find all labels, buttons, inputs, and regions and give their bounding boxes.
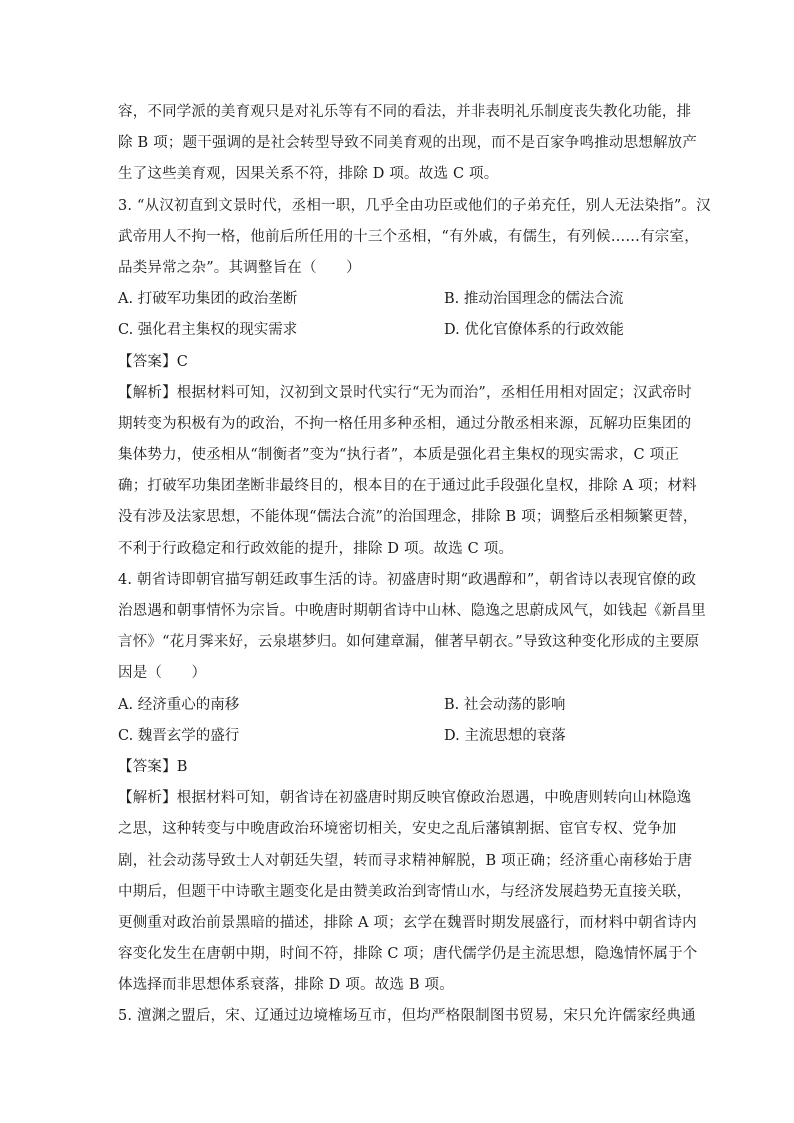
analysis-line: 之思，这种转变与中晚唐政治环境密切相关，安史之乱后藩镇割据、宦官专权、党争加 bbox=[118, 821, 677, 838]
option-d: D. 优化官僚体系的行政效能 bbox=[444, 322, 624, 339]
option-d: D. 主流思想的衰落 bbox=[444, 727, 566, 744]
option-c: C. 强化君主集权的现实需求 bbox=[118, 322, 298, 339]
analysis-line: 【解析】根据材料可知，汉初到文景时代实行“无为而治”，丞相任用相对固定；汉武帝时 bbox=[118, 384, 692, 401]
text-line: 容，不同学派的美育观只是对礼乐等有不同的看法，并非表明礼乐制度丧失教化功能，排 bbox=[118, 104, 692, 120]
options-row bbox=[118, 721, 678, 752]
answer-line: 【答案】C bbox=[118, 353, 189, 370]
previous-explanation bbox=[118, 97, 698, 191]
option-b: B. 推动治国理念的儒法合流 bbox=[444, 291, 624, 308]
question-stem-line: 4. 朝省诗即朝官描写朝廷政事生活的诗。初盛唐时期“政遇醇和”，朝省诗以表现官僚的政 bbox=[118, 571, 697, 588]
question-stem-line: 治恩遇和朝事情怀为宗旨。中晚唐时期朝省诗中山林、隐逸之思蔚成风气，如钱起《新昌里 bbox=[118, 603, 706, 619]
text-line: 除 B 项；题干强调的是社会转型导致不同美育观的出现，而不是百家争鸣推动思想解放产 bbox=[118, 135, 698, 152]
options-row bbox=[118, 315, 678, 346]
analysis-line: 不利于行政稳定和行政效能的提升，排除 D 项。故选 C 项。 bbox=[118, 540, 514, 557]
document-page bbox=[118, 97, 711, 1033]
analysis-line: 确；打破军功集团垄断非最终目的，根本目的在于通过此手段强化皇权，排除 A 项；材料 bbox=[118, 478, 697, 495]
analysis-line: 中期后，但题干中诗歌主题变化是由赞美政治到寄情山水，与经济发展趋势无直接关联， bbox=[118, 883, 692, 900]
question-stem-line: 3. “从汉初直到文景时代，丞相一职，几乎全由功臣或他们的子弟充任，别人无法染指”。汉 bbox=[118, 197, 711, 214]
analysis-line: 集体势力，使丞相从“制衡者”变为“执行者”，本质是强化君主集权的现实需求，C 项正 bbox=[118, 447, 680, 464]
question-3 bbox=[118, 191, 711, 565]
question-stem-line: 武帝用人不拘一格，他前后所任用的十三个丞相，“有外戚，有儒生，有列候……有宗室， bbox=[118, 228, 699, 245]
text-line: 生了这些美育观，因果关系不符，排除 D 项。故选 C 项。 bbox=[118, 166, 499, 183]
options-row bbox=[118, 284, 678, 315]
analysis-line: 容变化发生在唐朝中期，时间不符，排除 C 项；唐代儒学仍是主流思想，隐逸情怀属于个 bbox=[118, 946, 698, 963]
question-5 bbox=[118, 1001, 696, 1032]
option-a: A. 打破军功集团的政治垄断 bbox=[118, 291, 298, 308]
question-4 bbox=[118, 565, 706, 1002]
option-b: B. 社会动荡的影响 bbox=[444, 696, 566, 713]
option-a: A. 经济重心的南移 bbox=[118, 696, 240, 713]
analysis-line: 期转变为积极有为的政治，不拘一格任用多种丞相，通过分散丞相来源，瓦解功臣集团的 bbox=[118, 415, 692, 432]
options-row bbox=[118, 690, 678, 721]
analysis-line: 更侧重对政治前景黑暗的描述，排除 A 项；玄学在魏晋时期发展盛行，而材料中朝省诗内 bbox=[118, 914, 697, 931]
question-stem-line: 因是（ ） bbox=[118, 665, 207, 682]
analysis-line: 剧，社会动荡导致士人对朝廷失望，转而寻求精神解脱，B 项正确；经济重心南移始于唐 bbox=[118, 852, 693, 869]
question-stem-line: 品类异常之杂”。其调整旨在（ ） bbox=[118, 259, 361, 276]
answer-line: 【答案】B bbox=[118, 758, 188, 775]
option-c: C. 魏晋玄学的盛行 bbox=[118, 727, 240, 744]
question-stem-line: 5. 澶渊之盟后，宋、辽通过边境榷场互市，但均严格限制图书贸易，宋只允许儒家经典通 bbox=[118, 1008, 696, 1025]
analysis-line: 【解析】根据材料可知，朝省诗在初盛唐时期反映官僚政治恩遇，中晚唐则转向山林隐逸 bbox=[118, 790, 692, 807]
analysis-line: 体选择而非思想体系衰落，排除 D 项。故选 B 项。 bbox=[118, 977, 454, 994]
question-stem-line: 言怀》“花月霁来好，云泉堪梦归。如何建章漏，催著早朝衣。”导致这种变化形成的主要原 bbox=[118, 634, 700, 651]
analysis-line: 没有涉及法家思想，不能体现“儒法合流”的治国理念，排除 B 项；调整后丞相频繁更替， bbox=[118, 509, 698, 526]
